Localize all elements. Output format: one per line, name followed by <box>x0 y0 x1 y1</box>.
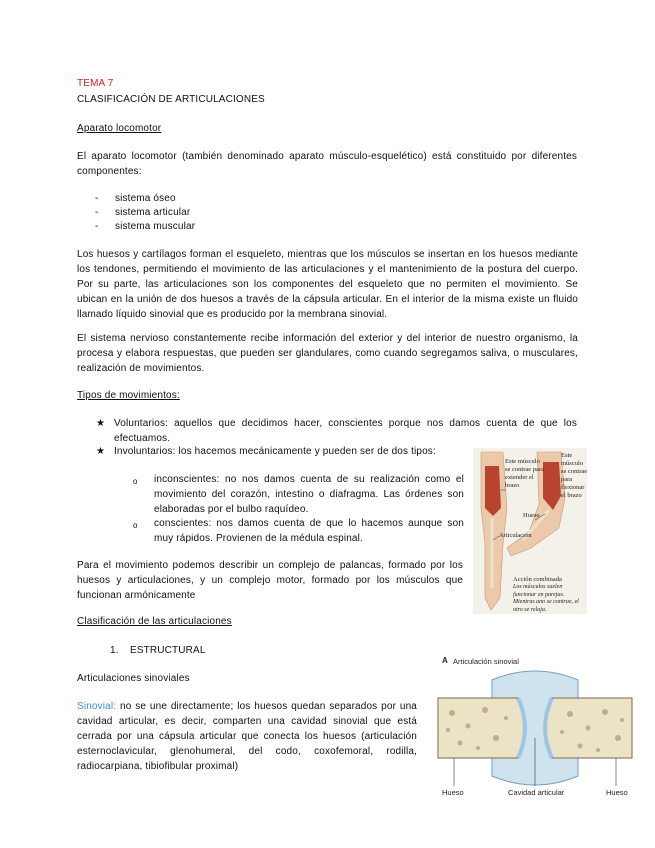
circle-bullet: o <box>133 521 138 530</box>
star-icon: ★ <box>96 418 106 429</box>
numbered-index: 1. <box>110 645 119 656</box>
item-involuntarios: Involuntarios: los hacemos mecánicamente y pueden ser de dos tipos: <box>114 446 436 457</box>
arm-muscle-figure <box>473 448 587 614</box>
label-accion-text: Los músculos suelen funcionar en parejas. Mientras uno se contrae, el otro se relaja. <box>513 584 579 613</box>
paragraph-palancas: Para el movimiento podemos describir un complejo de palancas, formado por los huesos y articulaciones, y un complejo motor, formado por los músculos que funcionan armónicamente <box>77 560 463 601</box>
sinovial-text: no se une directamente; los huesos quedan separados por una cavidad articular, es decir, comparten una cavidad sinovial que está cerrada por una cápsula articular que conecta los huesos (articulación esternoclavicular, glenohumeral, del codo, coxofemoral, rodilla, radiocarpiana, tibiofibular proximal) <box>77 701 418 772</box>
list-item: sistema articular <box>115 207 191 218</box>
tema-label: TEMA 7 <box>77 78 114 89</box>
figure-letter: A <box>442 656 448 665</box>
list-marker: - <box>95 207 99 218</box>
subheading-sinoviales: Articulaciones sinoviales <box>77 673 190 684</box>
label-cavidad-articular: Cavidad articular <box>508 788 565 797</box>
heading-tipos-movimientos: Tipos de movimientos: <box>77 390 180 401</box>
item-inconscientes: inconscientes: no nos damos cuenta de su realización como el movimiento del corazón, intestino o diafragma. Las órdenes son elaboradas por el bulbo raquídeo. <box>154 474 464 515</box>
paragraph-sistema-nervioso: El sistema nervioso constantemente recibe información del exterior y del interior de nuestro organismo, la procesa y elabora respuestas, que pueden ser glandulares, como cuando segregamos saliva, o musculares, realización de movimientos. <box>77 333 578 374</box>
joint-illustration <box>430 668 640 786</box>
numbered-item-estructural: ESTRUCTURAL <box>130 645 206 656</box>
label-extend-muscle: Este músculo se contrae para extender el brazo <box>505 458 544 489</box>
label-hueso: Hueso <box>523 512 540 519</box>
label-hueso-right: Hueso <box>606 788 628 797</box>
star-icon: ★ <box>96 446 106 457</box>
synovial-joint-figure <box>430 654 640 800</box>
term-sinovial: Sinovial: <box>77 701 117 712</box>
label-accion-title: Acción combinada <box>513 576 562 583</box>
list-item: sistema muscular <box>115 221 196 232</box>
label-articulacion: Articulación <box>499 532 532 539</box>
heading-aparato-locomotor: Aparato locomotor <box>77 123 162 134</box>
item-voluntarios: Voluntarios: aquellos que decidimos hacer, conscientes porque nos damos cuenta de que los efectuamos. <box>114 418 577 444</box>
figure-title: Articulación sinovial <box>453 657 519 666</box>
heading-clasificacion: Clasificación de las articulaciones <box>77 616 232 627</box>
list-marker: - <box>95 221 99 232</box>
paragraph-sinovial <box>77 699 417 774</box>
label-flex-muscle: Este músculo se contrae para flexionar el brazo <box>561 452 587 499</box>
circle-bullet: o <box>133 477 138 486</box>
list-item: sistema óseo <box>115 193 176 204</box>
label-hueso-left: Hueso <box>442 788 464 797</box>
list-marker: - <box>95 193 99 204</box>
item-conscientes: conscientes: nos damos cuenta de que lo hacemos aunque son muy rápidos. Provienen de la médula espinal. <box>154 518 464 544</box>
intro-paragraph: El aparato locomotor (también denominado aparato músculo-esquelético) está constituido por diferentes componentes: <box>77 151 577 177</box>
page-title: CLASIFICACIÓN DE ARTICULACIONES <box>77 94 265 105</box>
paragraph-huesos: Los huesos y cartílagos forman el esqueleto, mientras que los músculos se insertan en los huesos mediante los tendones, permitiendo el movimiento de las articulaciones y el mantenimiento de la postura del cuerpo. Por su parte, las articulaciones son los componentes del esqueleto que no permiten el movimiento. Se ubican en la unión de dos huesos a través de la cápsula articular. En el interior de la misma existe un fluido llamado líquido sinovial que es producido por la membrana sinovial. <box>77 249 578 320</box>
